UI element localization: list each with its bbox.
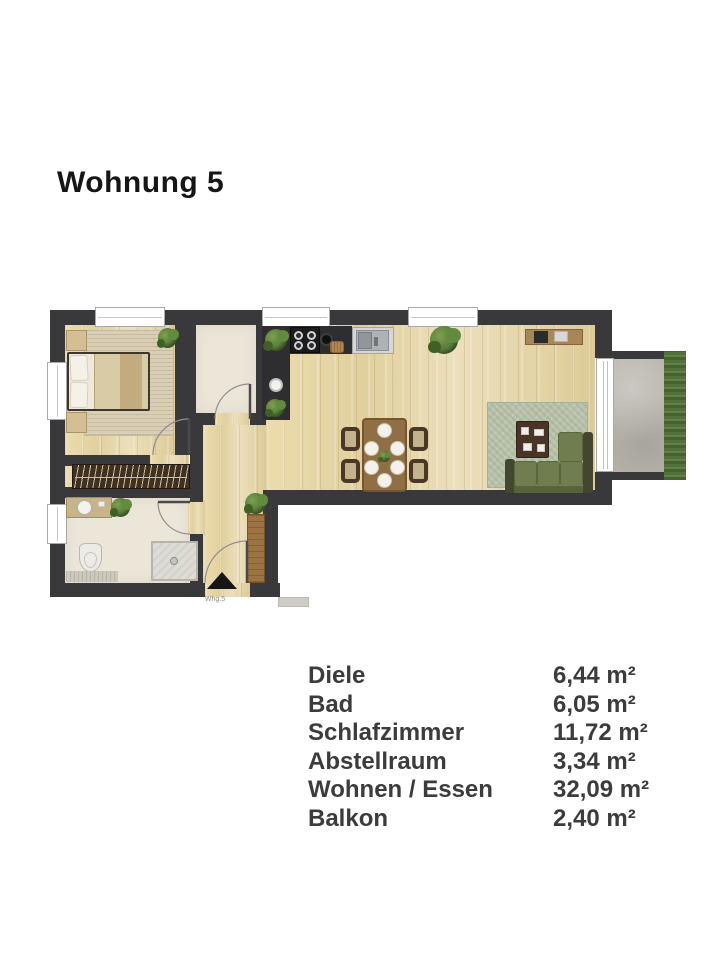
entrance-arrow-icon (207, 572, 237, 589)
table-row (308, 748, 649, 777)
bedroom-door-arc (153, 419, 189, 455)
room-name: Schlafzimmer (308, 719, 465, 747)
table-row (308, 805, 649, 834)
table-row (308, 691, 649, 720)
room-area: 6,05 m² (553, 690, 636, 718)
area-table (308, 662, 649, 834)
room-area: 6,44 m² (553, 662, 636, 689)
room-area: 2,40 m² (553, 804, 636, 832)
bathroom-door-arc (158, 502, 190, 534)
room-area: 3,34 m² (553, 747, 636, 775)
entrance-label: Whg.5 (204, 596, 226, 603)
room-name: Abstellraum (308, 747, 447, 775)
room-name: Wohnen / Essen (308, 776, 493, 804)
room-name: Balkon (308, 804, 389, 832)
table-row (308, 662, 649, 691)
page-title: Wohnung 5 (57, 166, 225, 199)
room-name: Diele (308, 662, 366, 689)
room-area: 11,72 m² (553, 719, 648, 747)
room-name: Bad (308, 690, 354, 718)
room-area: 32,09 m² (553, 776, 650, 804)
storage-door-arc (215, 384, 250, 419)
table-row (308, 719, 649, 748)
table-row (308, 776, 649, 805)
